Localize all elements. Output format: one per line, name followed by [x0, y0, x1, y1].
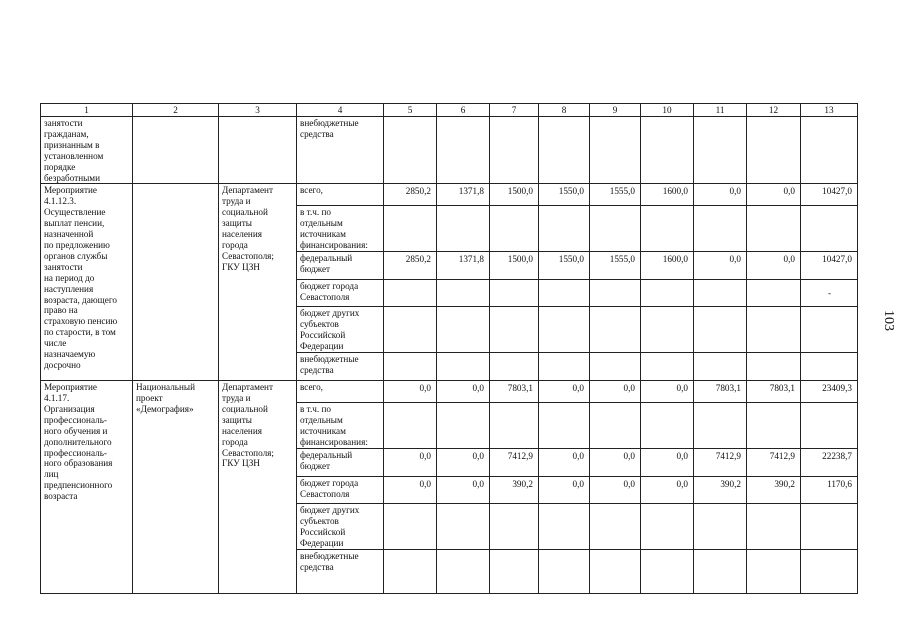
total-value [801, 504, 858, 550]
total-value [801, 307, 858, 353]
year-value: 7412,9 [490, 449, 539, 477]
year-value [490, 549, 539, 593]
year-value [437, 206, 490, 252]
year-value [641, 307, 694, 353]
year-value [539, 280, 590, 307]
funding-source: в т.ч. по отдельным источникам финансирования: [297, 206, 384, 252]
year-value [747, 280, 801, 307]
empty-cell [590, 117, 641, 184]
year-value [747, 307, 801, 353]
column-number: 9 [590, 104, 641, 117]
total-value: 1170,6 [801, 477, 858, 504]
national-project [133, 184, 219, 381]
year-value: 0,0 [539, 449, 590, 477]
year-value [590, 353, 641, 381]
activity-description: Мероприятие 4.1.17. Организация профессиональ- ного обучения и дополнительного профессиональ- ного образования лиц предпенсионного возраста [41, 381, 133, 594]
year-value: 0,0 [590, 381, 641, 403]
year-value: 7412,9 [694, 449, 747, 477]
funding-source: в т.ч. по отдельным источникам финансирования: [297, 403, 384, 449]
year-value [437, 307, 490, 353]
year-value [384, 353, 437, 381]
responsible-executor: Департамент труда и социальной защиты населения города Севастополя; ГКУ ЦЗН [219, 381, 297, 594]
funding-source: федеральный бюджет [297, 449, 384, 477]
year-value: 390,2 [490, 477, 539, 504]
year-value [641, 280, 694, 307]
year-value: 0,0 [437, 477, 490, 504]
year-value [590, 307, 641, 353]
funding-table [40, 103, 858, 594]
year-value [490, 307, 539, 353]
year-value [539, 403, 590, 449]
year-value: 0,0 [384, 449, 437, 477]
year-value [641, 504, 694, 550]
year-value [437, 549, 490, 593]
year-value [694, 280, 747, 307]
year-value: 0,0 [641, 381, 694, 403]
year-value: 0,0 [694, 184, 747, 206]
year-value [384, 549, 437, 593]
year-value [490, 403, 539, 449]
year-value [590, 280, 641, 307]
empty-cell [219, 117, 297, 184]
funding-source: внебюджетные средства [297, 549, 384, 593]
year-value: 0,0 [590, 477, 641, 504]
year-value [490, 206, 539, 252]
total-value [801, 353, 858, 381]
column-number: 11 [694, 104, 747, 117]
year-value [539, 206, 590, 252]
year-value [539, 504, 590, 550]
total-value: 10427,0 [801, 252, 858, 280]
funding-source: федеральный бюджет [297, 252, 384, 280]
column-number: 4 [297, 104, 384, 117]
year-value: 0,0 [641, 477, 694, 504]
year-value: 1550,0 [539, 252, 590, 280]
continued-activity-text: занятости гражданам, признанным в установленном порядке безработными [41, 117, 133, 184]
year-value: 0,0 [747, 252, 801, 280]
year-value [437, 280, 490, 307]
total-value [801, 206, 858, 252]
year-value [539, 307, 590, 353]
column-number: 13 [801, 104, 858, 117]
year-value [437, 504, 490, 550]
funding-source: бюджет города Севастополя [297, 280, 384, 307]
total-value: 22238,7 [801, 449, 858, 477]
year-value: 2850,2 [384, 252, 437, 280]
empty-cell [490, 117, 539, 184]
year-value: 1500,0 [490, 184, 539, 206]
activity-description: Мероприятие 4.1.12.3. Осуществление выплат пенсии, назначенной по предложению органов службы занятости на период до наступления возраста, дающего право на страховую пенсию по старости, в том числе назначаемую досрочно [41, 184, 133, 381]
empty-cell [641, 117, 694, 184]
year-value: 0,0 [641, 449, 694, 477]
year-value [384, 280, 437, 307]
column-number: 1 [41, 104, 133, 117]
national-project: Национальный проект «Демография» [133, 381, 219, 594]
funding-row [41, 184, 858, 206]
year-value [539, 549, 590, 593]
empty-cell [539, 117, 590, 184]
empty-cell [747, 117, 801, 184]
year-value: 0,0 [747, 184, 801, 206]
funding-row [41, 381, 858, 403]
column-number: 8 [539, 104, 590, 117]
year-value: 1371,8 [437, 252, 490, 280]
total-value [801, 549, 858, 593]
year-value: 1500,0 [490, 252, 539, 280]
year-value [437, 403, 490, 449]
year-value: 2850,2 [384, 184, 437, 206]
year-value: 1550,0 [539, 184, 590, 206]
year-value [384, 206, 437, 252]
funding-source: бюджет других субъектов Российской Федерации [297, 504, 384, 550]
year-value [590, 504, 641, 550]
year-value [641, 353, 694, 381]
year-value [490, 280, 539, 307]
year-value: 0,0 [539, 381, 590, 403]
year-value: 1600,0 [641, 252, 694, 280]
year-value: 1555,0 [590, 184, 641, 206]
funding-source: внебюджетные средства [297, 353, 384, 381]
empty-cell [801, 117, 858, 184]
year-value [641, 403, 694, 449]
year-value [641, 206, 694, 252]
column-number: 7 [490, 104, 539, 117]
year-value: 0,0 [384, 381, 437, 403]
empty-cell [437, 117, 490, 184]
year-value [590, 549, 641, 593]
responsible-executor: Департамент труда и социальной защиты населения города Севастополя; ГКУ ЦЗН [219, 184, 297, 381]
column-number-row [41, 104, 858, 117]
year-value [694, 353, 747, 381]
year-value [747, 206, 801, 252]
column-number: 3 [219, 104, 297, 117]
year-value [641, 549, 694, 593]
year-value [539, 353, 590, 381]
funding-table-sheet [40, 103, 858, 594]
year-value: 0,0 [539, 477, 590, 504]
empty-cell [133, 117, 219, 184]
empty-cell [694, 117, 747, 184]
year-value [694, 403, 747, 449]
column-number: 2 [133, 104, 219, 117]
page-number: 103 [881, 309, 896, 331]
column-number: 10 [641, 104, 694, 117]
funding-source: внебюджетные средства [297, 117, 384, 184]
total-value: - [801, 280, 858, 307]
column-number: 5 [384, 104, 437, 117]
column-number: 12 [747, 104, 801, 117]
year-value: 7412,9 [747, 449, 801, 477]
year-value [747, 549, 801, 593]
year-value: 7803,1 [747, 381, 801, 403]
continued-row [41, 117, 858, 184]
year-value [747, 353, 801, 381]
year-value [384, 307, 437, 353]
year-value [437, 353, 490, 381]
year-value: 0,0 [437, 381, 490, 403]
year-value: 1600,0 [641, 184, 694, 206]
funding-source: всего, [297, 381, 384, 403]
year-value [490, 353, 539, 381]
year-value: 1555,0 [590, 252, 641, 280]
year-value [694, 307, 747, 353]
year-value [590, 403, 641, 449]
total-value [801, 403, 858, 449]
year-value [694, 549, 747, 593]
year-value: 390,2 [694, 477, 747, 504]
year-value [747, 504, 801, 550]
year-value: 0,0 [437, 449, 490, 477]
funding-source: бюджет города Севастополя [297, 477, 384, 504]
total-value: 23409,3 [801, 381, 858, 403]
year-value [747, 403, 801, 449]
year-value: 0,0 [694, 252, 747, 280]
year-value [694, 206, 747, 252]
year-value [694, 504, 747, 550]
year-value: 0,0 [590, 449, 641, 477]
funding-source: всего, [297, 184, 384, 206]
year-value [384, 504, 437, 550]
column-number: 6 [437, 104, 490, 117]
year-value [490, 504, 539, 550]
year-value [384, 403, 437, 449]
funding-source: бюджет других субъектов Российской Федерации [297, 307, 384, 353]
year-value: 0,0 [384, 477, 437, 504]
year-value: 7803,1 [694, 381, 747, 403]
year-value: 1371,8 [437, 184, 490, 206]
empty-cell [384, 117, 437, 184]
year-value: 7803,1 [490, 381, 539, 403]
year-value: 390,2 [747, 477, 801, 504]
year-value [590, 206, 641, 252]
total-value: 10427,0 [801, 184, 858, 206]
